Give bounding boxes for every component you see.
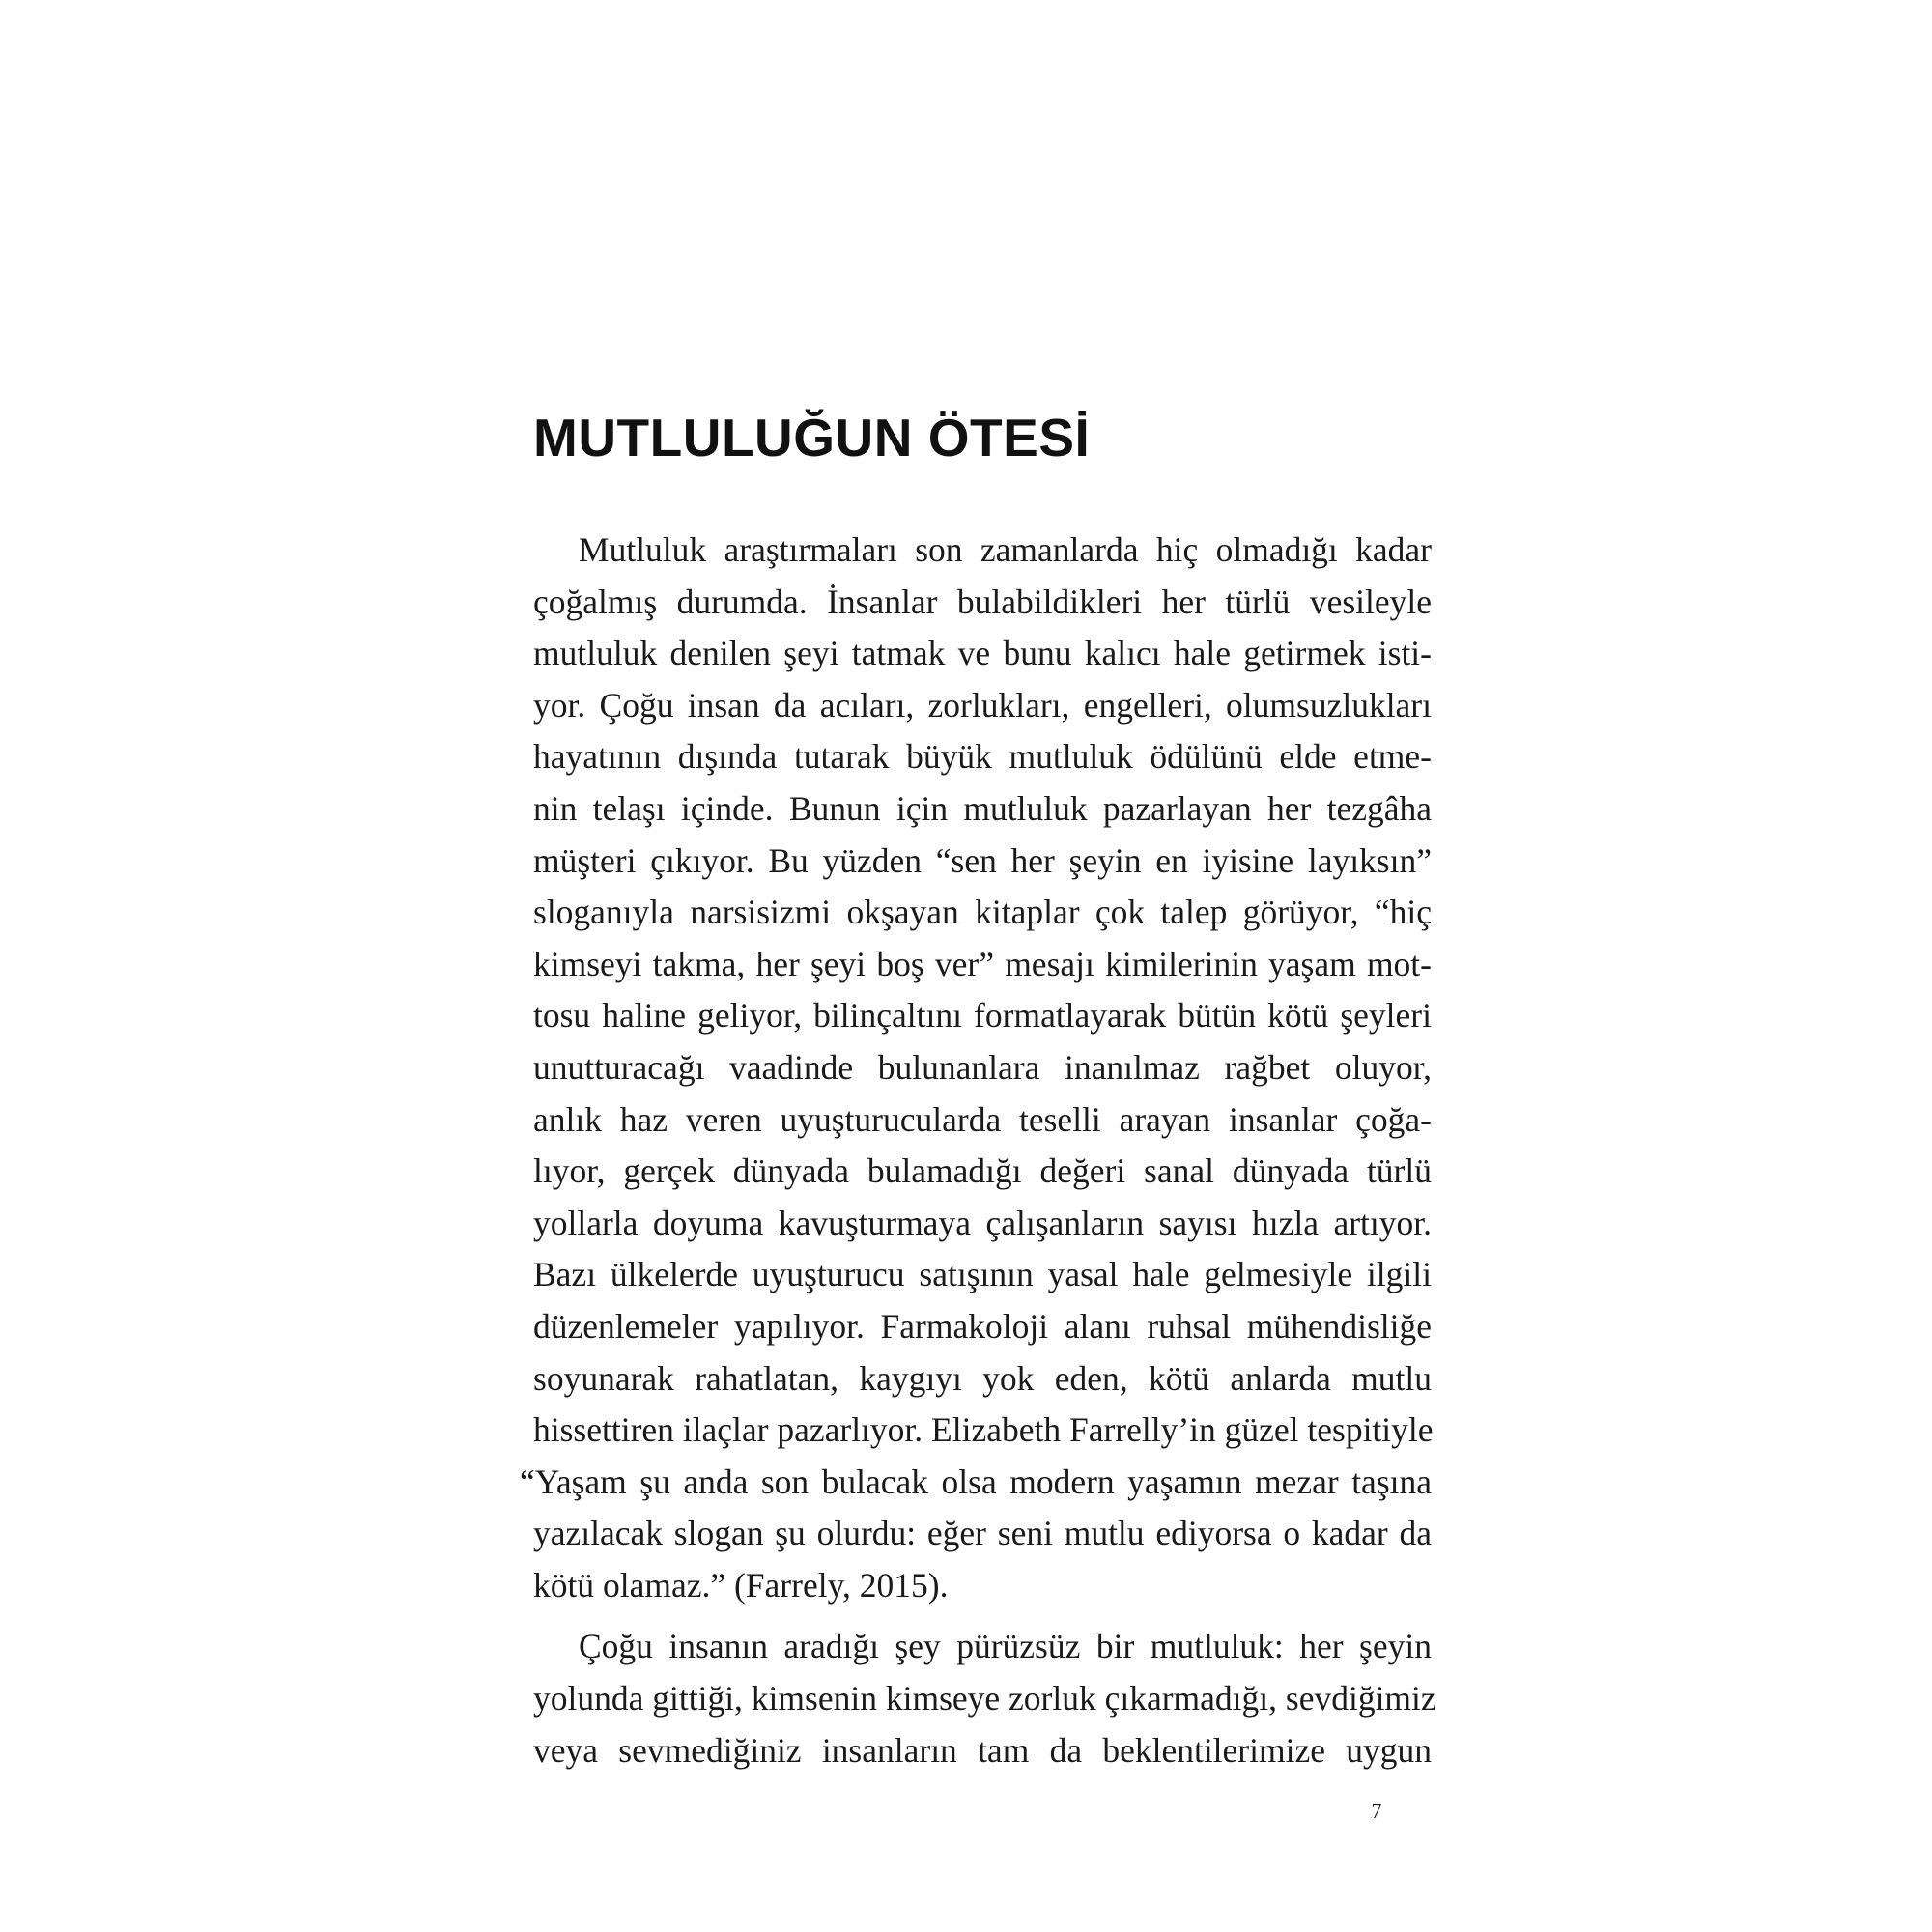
text-line: hissettiren ilaçlar pazarlıyor. Elizabeth Farrelly’in güzel tespitiyle	[533, 1410, 1434, 1450]
text-line: “Yaşam şu anda son bulacak olsa modern yaşamın mezar taşına	[520, 1462, 1432, 1501]
text-line: hayatının dışında tutarak büyük mutluluk ödülünü elde etme-	[533, 737, 1432, 777]
page-number: 7	[1371, 1799, 1382, 1823]
text-line: yor. Çoğu insan da acıları, zorlukları, engelleri, olumsuzlukları	[533, 685, 1432, 724]
text-line: mutluluk denilen şeyi tatmak ve bunu kalıcı hale getirmek isti-	[533, 634, 1432, 673]
text-line: anlık haz veren uyuşturucularda teselli arayan insanlar çoğa-	[533, 1099, 1432, 1139]
text-line: müşteri çıkıyor. Bu yüzden “sen her şeyin en iyisine layıksın”	[533, 840, 1432, 880]
body-text	[520, 525, 1436, 1776]
text-line: kötü olamaz.” (Farrely, 2015).	[533, 1565, 949, 1605]
text-line: yollarla doyuma kavuşturmaya çalışanların sayısı hızla artıyor.	[533, 1203, 1432, 1242]
text-line: kimseyi takma, her şeyi boş ver” mesajı kimilerinin yaşam mot-	[533, 944, 1432, 983]
text-line: Mutluluk araştırmaları son zamanlarda hiç olmadığı kadar	[579, 530, 1432, 569]
text-line: yolunda gittiği, kimsenin kimseye zorluk çıkarmadığı, sevdiğimiz	[533, 1679, 1436, 1719]
text-line: Çoğu insanın aradığı şey pürüzsüz bir mutluluk: her şeyin	[579, 1627, 1432, 1666]
text-line: soyunarak rahatlatan, kaygıyı yok eden, kötü anlarda mutlu	[533, 1358, 1432, 1398]
text-line: veya sevmediğiniz insanların tam da beklentilerimize uygun	[533, 1730, 1432, 1770]
paragraph-1	[520, 525, 1434, 1611]
text-line: nin telaşı içinde. Bunun için mutluluk pazarlayan her tezgâha	[533, 788, 1432, 828]
text-line: düzenlemeler yapılıyor. Farmakoloji alanı ruhsal mühendisliğe	[533, 1306, 1432, 1346]
chapter-title: MUTLULUĞUN ÖTESİ	[533, 408, 1091, 468]
paragraph-spacer	[533, 1611, 1432, 1621]
text-line: sloganıyla narsisizmi okşayan kitaplar çok talep görüyor, “hiç	[533, 893, 1432, 932]
text-line: lıyor, gerçek dünyada bulamadığı değeri sanal dünyada türlü	[533, 1151, 1432, 1191]
text-line: Bazı ülkelerde uyuşturucu satışının yasal hale gelmesiyle ilgili	[533, 1255, 1432, 1294]
text-line: çoğalmış durumda. İnsanlar bulabildikleri her türlü vesileyle	[533, 582, 1432, 621]
paragraph-2	[533, 1621, 1436, 1776]
text-line: yazılacak slogan şu olurdu: eğer seni mutlu ediyorsa o kadar da	[533, 1514, 1432, 1553]
text-line: unutturacağı vaadinde bulunanlara inanılmaz rağbet oluyor,	[533, 1047, 1432, 1087]
text-line: tosu haline geliyor, bilinçaltını formatlayarak bütün kötü şeyleri	[533, 996, 1432, 1036]
